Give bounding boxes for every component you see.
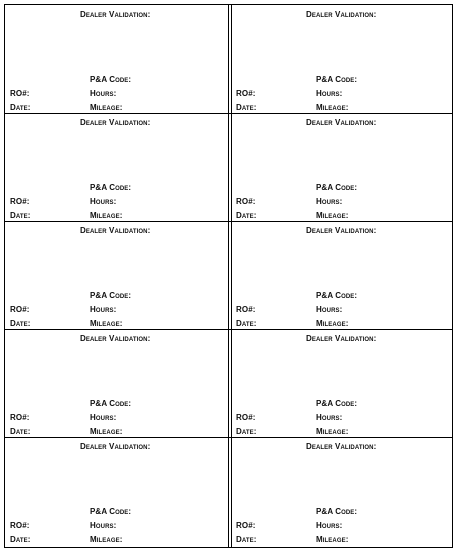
date-label: Date:	[10, 103, 31, 112]
coupon-cell	[231, 113, 453, 221]
dealer-validation-label: Dealer Validation:	[80, 10, 151, 19]
ro-number-label: RO#:	[236, 197, 256, 206]
ro-number-label: RO#:	[10, 197, 30, 206]
coupon-cell	[5, 329, 227, 437]
pa-code-label: P&A Code:	[316, 399, 358, 408]
pa-code-label: P&A Code:	[316, 183, 358, 192]
dealer-validation-label: Dealer Validation:	[306, 118, 377, 127]
hours-label: Hours:	[316, 197, 343, 206]
mileage-label: Mileage:	[316, 103, 349, 112]
hours-label: Hours:	[316, 521, 343, 530]
dealer-validation-label: Dealer Validation:	[306, 334, 377, 343]
row-divider	[5, 113, 452, 114]
mileage-label: Mileage:	[316, 319, 349, 328]
date-label: Date:	[236, 103, 257, 112]
ro-number-label: RO#:	[236, 521, 256, 530]
pa-code-label: P&A Code:	[90, 507, 132, 516]
date-label: Date:	[236, 211, 257, 220]
hours-label: Hours:	[90, 197, 117, 206]
hours-label: Hours:	[90, 305, 117, 314]
hours-label: Hours:	[90, 521, 117, 530]
dealer-validation-label: Dealer Validation:	[80, 118, 151, 127]
coupon-cell	[5, 221, 227, 329]
pa-code-label: P&A Code:	[316, 507, 358, 516]
coupon-cell	[231, 5, 453, 113]
ro-number-label: RO#:	[10, 521, 30, 530]
hours-label: Hours:	[316, 413, 343, 422]
pa-code-label: P&A Code:	[90, 291, 132, 300]
mileage-label: Mileage:	[90, 211, 123, 220]
mileage-label: Mileage:	[90, 319, 123, 328]
coupon-cell	[5, 5, 227, 113]
coupon-cell	[231, 329, 453, 437]
pa-code-label: P&A Code:	[90, 75, 132, 84]
pa-code-label: P&A Code:	[316, 291, 358, 300]
dealer-validation-label: Dealer Validation:	[306, 10, 377, 19]
ro-number-label: RO#:	[10, 305, 30, 314]
hours-label: Hours:	[316, 89, 343, 98]
coupon-cell	[231, 221, 453, 329]
dealer-validation-label: Dealer Validation:	[306, 226, 377, 235]
coupon-cell	[5, 437, 227, 545]
ro-number-label: RO#:	[10, 89, 30, 98]
mileage-label: Mileage:	[90, 535, 123, 544]
coupon-cell	[5, 113, 227, 221]
dealer-validation-label: Dealer Validation:	[306, 442, 377, 451]
date-label: Date:	[10, 211, 31, 220]
dealer-validation-label: Dealer Validation:	[80, 334, 151, 343]
pa-code-label: P&A Code:	[90, 183, 132, 192]
date-label: Date:	[236, 535, 257, 544]
ro-number-label: RO#:	[236, 305, 256, 314]
ro-number-label: RO#:	[236, 413, 256, 422]
mileage-label: Mileage:	[316, 535, 349, 544]
ro-number-label: RO#:	[10, 413, 30, 422]
mileage-label: Mileage:	[316, 211, 349, 220]
mileage-label: Mileage:	[90, 103, 123, 112]
hours-label: Hours:	[90, 89, 117, 98]
pa-code-label: P&A Code:	[316, 75, 358, 84]
date-label: Date:	[236, 319, 257, 328]
row-divider	[5, 329, 452, 330]
coupon-cell	[231, 437, 453, 545]
date-label: Date:	[236, 427, 257, 436]
date-label: Date:	[10, 427, 31, 436]
mileage-label: Mileage:	[316, 427, 349, 436]
date-label: Date:	[10, 319, 31, 328]
dealer-validation-label: Dealer Validation:	[80, 442, 151, 451]
dealer-validation-label: Dealer Validation:	[80, 226, 151, 235]
ro-number-label: RO#:	[236, 89, 256, 98]
mileage-label: Mileage:	[90, 427, 123, 436]
row-divider	[5, 437, 452, 438]
row-divider	[5, 221, 452, 222]
date-label: Date:	[10, 535, 31, 544]
pa-code-label: P&A Code:	[90, 399, 132, 408]
hours-label: Hours:	[316, 305, 343, 314]
validation-coupon-sheet	[4, 4, 453, 548]
hours-label: Hours:	[90, 413, 117, 422]
column-divider	[228, 5, 229, 547]
